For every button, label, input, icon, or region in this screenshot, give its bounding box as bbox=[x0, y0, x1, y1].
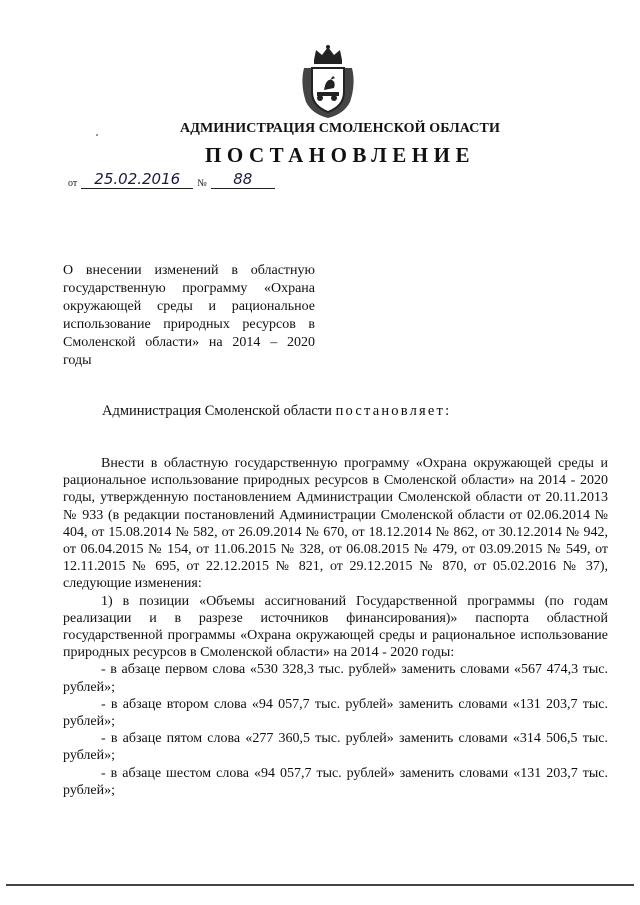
preamble-verb: постановляет: bbox=[335, 403, 452, 419]
date-number-line bbox=[68, 170, 275, 189]
body-dash-item-2: - в абзаце втором слова «94 057,7 тыс. рублей» заменить словами «131 203,7 тыс. рублей»; bbox=[63, 696, 608, 730]
document-subject: О внесении изменений в областную государственную программу «Охрана окружающей среды и рациональное использование природных ресурсов в Смоленской области» на 2014 – 2020 годы bbox=[63, 263, 315, 368]
smolensk-coat-of-arms-icon bbox=[296, 44, 360, 122]
scan-edge-line bbox=[6, 884, 634, 886]
document-date: 25.02.2016 bbox=[81, 170, 193, 189]
document-type-title: ПОСТАНОВЛЕНИЕ bbox=[205, 143, 475, 167]
scan-speck bbox=[96, 134, 98, 136]
organization-name: АДМИНИСТРАЦИЯ СМОЛЕНСКОЙ ОБЛАСТИ bbox=[180, 121, 500, 136]
date-from-label: от bbox=[68, 178, 78, 189]
number-label: № bbox=[197, 178, 207, 189]
body-item-1: 1) в позиции «Объемы ассигнований Государственной программы (по годам реализации и в разрезе источников финансирования)» паспорта областной государственной программы «Охрана окружающей среды и рациональное использование природных ресурсов в Смоленской области» на 2014 - 2020 годы: bbox=[63, 593, 608, 661]
body-dash-item-1: - в абзаце первом слова «530 328,3 тыс. рублей» заменить словами «567 474,3 тыс. рублей»; bbox=[63, 662, 608, 695]
document-body bbox=[63, 455, 608, 799]
body-intro-paragraph: Внести в областную государственную программу «Охрана окружающей среды и рациональное использование природных ресурсов в Смоленской области» на 2014 - 2020 годы, утвержденную постановлением Администрации Смоленской области от 20.11.2013 № 933 (в редакции постановлений Администрации Смоленской области от 02.06.2014 № 404, от 15.08.2014 № 582, от 26.09.2014 № 670, от 18.12.2014 № 862, от 30.12.2014 № 942, от 06.04.2015 № 154, от 11.06.2015 № 328, от 06.08.2015 № 479, от 03.09.2015 № 549, от 12.11.2015 № 695, от 22.12.2015 № 821, от 29.12.2015 № 870, от 05.02.2016 № 37), следующие изменения: bbox=[63, 456, 608, 592]
preamble-text: Администрация Смоленской области bbox=[102, 403, 332, 419]
body-dash-item-3: - в абзаце пятом слова «277 360,5 тыс. рублей» заменить словами «314 506,5 тыс. рублей»; bbox=[63, 731, 608, 764]
document-number: 88 bbox=[211, 170, 275, 189]
preamble bbox=[102, 403, 451, 420]
body-dash-item-4: - в абзаце шестом слова «94 057,7 тыс. рублей» заменить словами «131 203,7 тыс. рублей»; bbox=[63, 765, 608, 798]
